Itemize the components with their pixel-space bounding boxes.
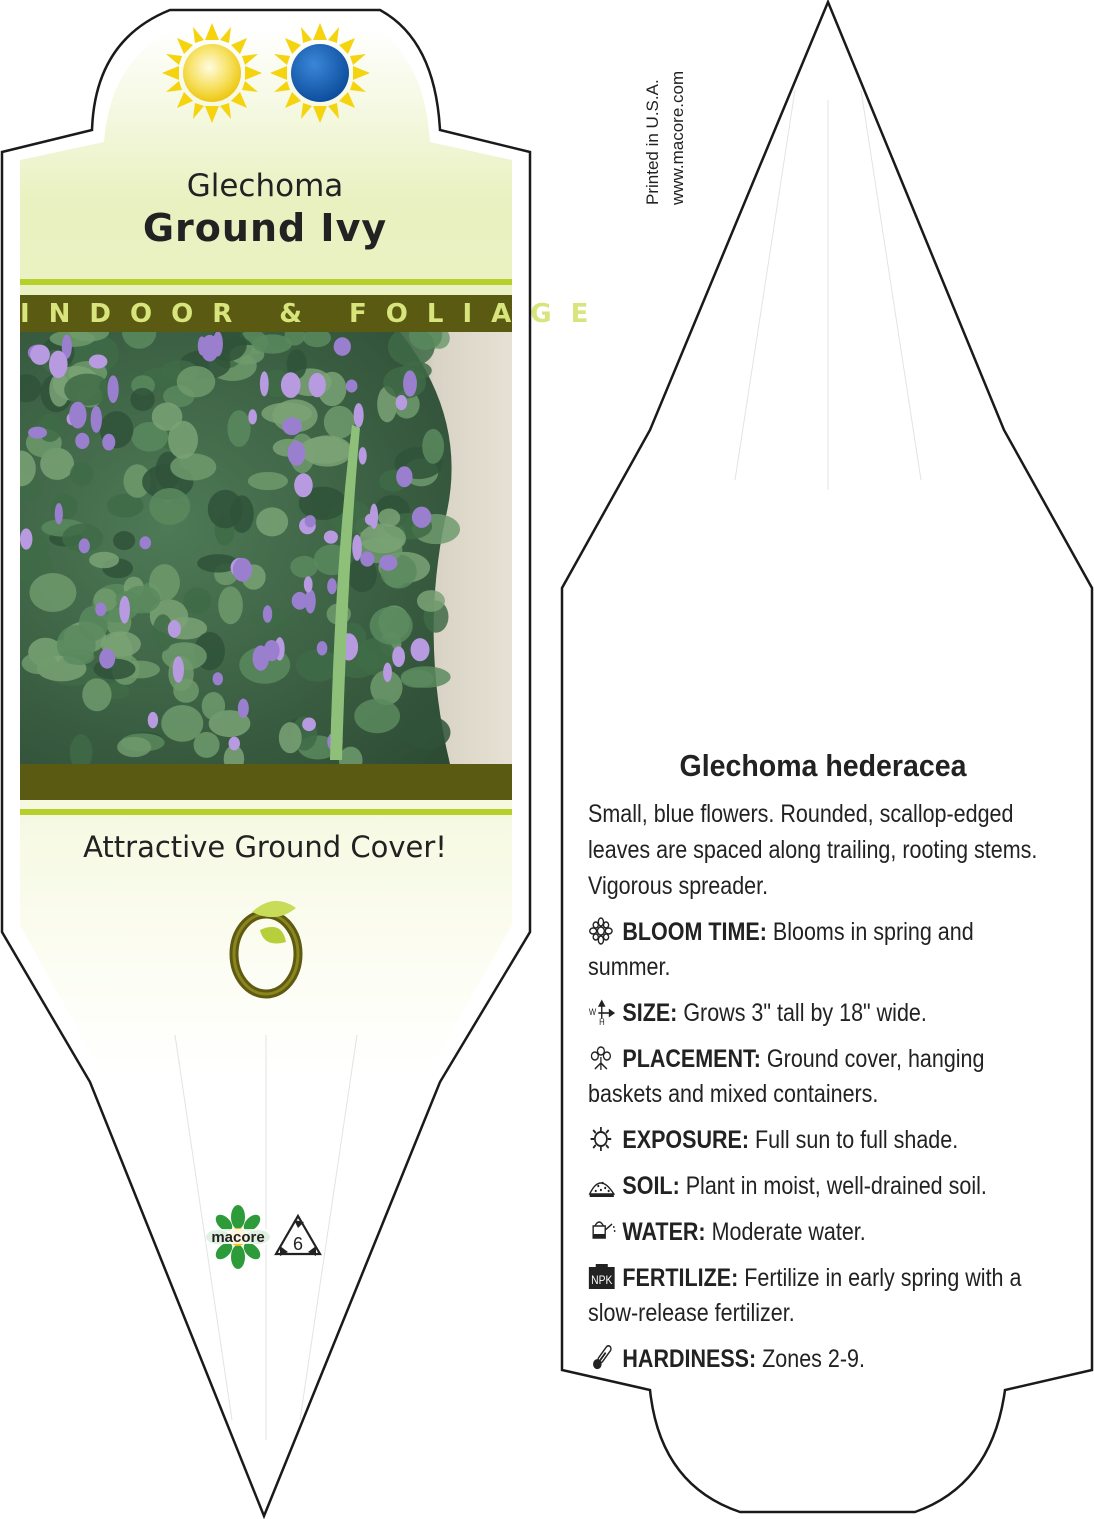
- flower-texture: [379, 555, 397, 571]
- flower-texture: [412, 507, 431, 528]
- flower-texture: [282, 417, 302, 435]
- leaf-texture: [152, 403, 183, 431]
- leaf-texture: [202, 692, 225, 720]
- attribute-label: SIZE:: [622, 999, 678, 1027]
- flower-texture: [119, 596, 130, 624]
- flower-texture: [102, 434, 115, 451]
- flower-texture: [392, 646, 405, 667]
- attribute-bloom-time: [588, 915, 1059, 985]
- leaf-texture: [113, 531, 135, 550]
- leaf-texture: [50, 330, 95, 347]
- attribute-value: Zones 2-9.: [762, 1345, 865, 1373]
- leaf-texture: [290, 556, 318, 578]
- attribute-label: WATER:: [622, 1218, 706, 1246]
- tagline: Attractive Ground Cover!: [83, 830, 447, 864]
- leaf-texture: [299, 436, 351, 463]
- sun-outline-icon: [588, 1126, 617, 1152]
- flower-texture: [324, 530, 338, 543]
- leaf-texture: [401, 666, 451, 687]
- leaf-texture: [422, 429, 444, 464]
- leaf-texture: [360, 524, 406, 554]
- printed-in-text: Printed in U.S.A.: [643, 79, 662, 205]
- flower-texture: [260, 371, 269, 396]
- flower-texture: [383, 663, 392, 682]
- flower-texture: [173, 656, 184, 683]
- flower-texture: [30, 345, 50, 365]
- flower-texture: [352, 535, 362, 561]
- leaf-texture: [82, 678, 111, 711]
- flower-texture: [49, 351, 68, 378]
- leaf-texture: [161, 705, 203, 742]
- flower-texture: [107, 375, 118, 403]
- flower-texture: [346, 380, 358, 393]
- size-h-letter: H: [599, 1016, 605, 1028]
- flower-texture: [140, 536, 152, 549]
- attribute-exposure: [588, 1123, 1059, 1158]
- leaf-texture: [253, 334, 292, 353]
- flower-texture: [264, 640, 280, 661]
- common-name: Ground Ivy: [142, 206, 388, 250]
- top-accent-line: [20, 279, 512, 285]
- flower-texture: [95, 602, 106, 616]
- leaf-texture: [218, 586, 243, 624]
- attribute-label: FERTILIZE:: [622, 1264, 739, 1292]
- flower-texture: [55, 503, 63, 524]
- flower-texture: [263, 605, 272, 623]
- plant-photo: [4, 315, 512, 774]
- size-w-letter: W: [588, 1006, 597, 1018]
- macore-brand-text: macore: [211, 1229, 265, 1246]
- leaf-texture: [354, 699, 400, 733]
- attribute-size: [588, 996, 1059, 1031]
- flower-texture: [294, 473, 313, 497]
- flower-texture: [360, 551, 374, 566]
- flower-texture: [148, 712, 158, 728]
- flower-texture: [396, 466, 412, 487]
- back-content: [588, 748, 1058, 1377]
- flower-texture: [354, 403, 364, 427]
- flower-texture: [411, 638, 430, 661]
- npk-fertilizer-icon: [588, 1264, 617, 1290]
- attribute-water: [588, 1215, 1059, 1250]
- leaf-texture: [248, 472, 288, 490]
- attribute-value: Moderate water.: [711, 1218, 866, 1246]
- leaf-texture: [50, 494, 77, 519]
- leaf-texture: [183, 588, 211, 615]
- attribute-placement: [588, 1042, 1059, 1112]
- flower-texture: [89, 355, 108, 369]
- scientific-name: Glechoma hederacea: [679, 748, 967, 783]
- flower-texture: [309, 373, 326, 397]
- flower-texture: [403, 370, 417, 396]
- attribute-label: EXPOSURE:: [622, 1126, 750, 1154]
- flower-texture: [302, 717, 316, 731]
- shade-icon: [270, 23, 370, 123]
- flower-texture: [317, 641, 328, 655]
- leaf-texture: [22, 652, 58, 674]
- placement-plant-icon: [588, 1045, 617, 1071]
- recycle-number: 6: [292, 1234, 304, 1254]
- attribute-value: Fertilize in early spring with a slow-release fertilizer.: [588, 1264, 1022, 1327]
- leaf-texture: [117, 737, 151, 757]
- attribute-soil: [588, 1169, 1059, 1204]
- flower-texture: [304, 576, 313, 592]
- flower-texture: [229, 737, 240, 751]
- attribute-value: Ground cover, hanging baskets and mixed containers.: [588, 1045, 985, 1108]
- bottom-accent-line: [20, 809, 512, 815]
- flower-texture: [198, 336, 206, 355]
- attribute-hardiness: [588, 1342, 1059, 1377]
- flower-texture: [69, 402, 86, 429]
- flower-texture: [327, 578, 337, 594]
- leaf-texture: [227, 410, 250, 447]
- genus-name: Glechoma: [186, 168, 344, 204]
- printed-info: [640, 71, 690, 205]
- flower-texture: [213, 672, 223, 685]
- flower-texture: [168, 620, 181, 638]
- thermometer-icon: [588, 1345, 617, 1371]
- leaf-texture: [89, 552, 119, 569]
- attribute-label: PLACEMENT:: [622, 1045, 761, 1073]
- attribute-label: SOIL:: [622, 1172, 680, 1200]
- flower-texture: [75, 433, 89, 449]
- flower-texture: [396, 395, 408, 410]
- flower-texture: [91, 406, 102, 433]
- npk-text: NPK: [591, 1274, 613, 1288]
- flower-icon: [588, 918, 617, 944]
- flower-texture: [233, 558, 252, 582]
- full-sun-icon: [162, 23, 262, 123]
- attribute-value: Grows 3" tall by 18" wide.: [683, 999, 927, 1027]
- flower-texture: [99, 649, 115, 669]
- attribute-fertilize: [588, 1261, 1059, 1331]
- flower-texture: [79, 538, 90, 553]
- website-text: www.macore.com: [668, 70, 687, 205]
- photo-bottom-band: [20, 764, 512, 800]
- leaf-texture: [63, 649, 94, 665]
- flower-texture: [359, 447, 367, 464]
- flower-texture: [292, 592, 308, 610]
- flower-texture: [248, 409, 257, 424]
- attribute-label: BLOOM TIME:: [622, 918, 767, 946]
- leaf-texture: [256, 507, 288, 536]
- attribute-label: HARDINESS:: [622, 1345, 757, 1373]
- flower-texture: [28, 427, 47, 439]
- leaf-texture: [324, 406, 355, 439]
- leaf-texture: [417, 590, 445, 612]
- flower-texture: [213, 331, 223, 356]
- leaf-texture: [29, 573, 76, 612]
- leaf-texture: [403, 715, 451, 749]
- plant-description: Small, blue flowers. Rounded, scallop-edged leaves are spaced along trailing, rooting stems. Vigorous spreader.: [588, 800, 1038, 900]
- leaf-texture: [177, 366, 216, 397]
- flower-texture: [281, 372, 301, 398]
- size-arrows-icon: [588, 999, 617, 1028]
- leaf-texture: [70, 462, 94, 486]
- category-band: INDOOR & FOLIAGE: [20, 295, 512, 332]
- leaf-texture: [130, 388, 154, 411]
- leaf-texture: [170, 453, 216, 480]
- attribute-value: Full sun to full shade.: [755, 1126, 959, 1154]
- leaf-texture: [279, 722, 302, 753]
- flower-texture: [305, 515, 316, 527]
- attribute-value: Blooms in spring and summer.: [588, 918, 974, 981]
- flower-texture: [365, 513, 378, 525]
- leaf-texture: [370, 607, 413, 645]
- leaf-texture: [64, 374, 110, 406]
- flower-texture: [238, 699, 249, 718]
- flower-texture: [334, 337, 351, 356]
- watering-can-icon: [588, 1218, 617, 1244]
- attribute-value: Plant in moist, well-drained soil.: [685, 1172, 987, 1200]
- flower-texture: [288, 441, 306, 466]
- leaf-texture: [208, 490, 243, 529]
- leaf-texture: [149, 488, 190, 525]
- flower-texture: [20, 528, 32, 549]
- soil-pile-icon: [588, 1172, 617, 1198]
